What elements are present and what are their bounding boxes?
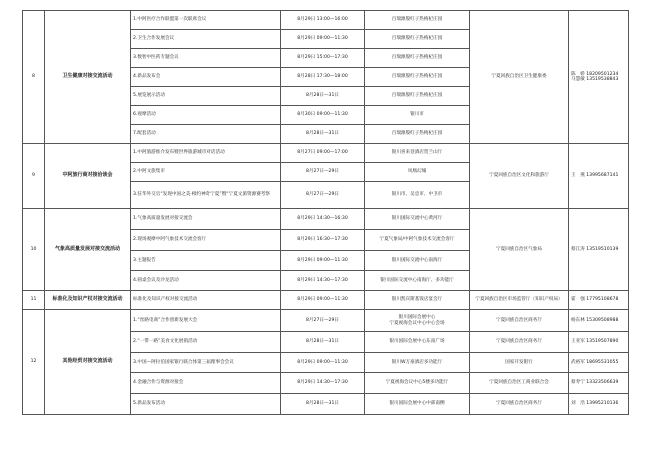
- activity-name: 6.观摩活动: [131, 106, 281, 125]
- activity-location: 银川国际会展中心东南广场: [365, 332, 470, 353]
- group-category: 标准化及知识产权对接交流活动: [45, 291, 131, 310]
- activity-location: 银川国际交流中心南海厅、多功能厅: [365, 271, 470, 291]
- contact-person: [569, 209, 629, 291]
- activity-time: 8月29日 09:00—11:30: [281, 30, 365, 49]
- activity-time: 8月29日 14:30—17:30: [281, 271, 365, 291]
- activity-time: 8月29日 13:00—16:00: [281, 11, 365, 30]
- activity-time: 8月29日 09:00—11:30: [281, 251, 365, 271]
- contact-person: 刘 浩 13995210136: [569, 394, 629, 415]
- activity-name: 1.中阿旅游推介发布暨世界旅游城市对话活动: [131, 144, 281, 163]
- activity-name: 2.中阿文旅集市: [131, 163, 281, 182]
- schedule-sheet: [22, 10, 629, 415]
- schedule-body: [23, 11, 629, 415]
- activity-location: 百瑞源殷红子热枸杞庄园: [365, 30, 470, 49]
- group-category: 其他经贸对接交流活动: [45, 310, 131, 415]
- activity-location: 百瑞源殷红子热枸杞庄园: [365, 125, 470, 144]
- activity-name: 2.卫生合作发展会议: [131, 30, 281, 49]
- activity-name: 1.气象高质量发展对接交流会: [131, 209, 281, 230]
- table-row: [23, 11, 629, 30]
- activity-name: 3.主题报告: [131, 251, 281, 271]
- activity-name: 3.中国—阿拉伯国家银行联合体第三届理事会会议: [131, 353, 281, 373]
- group-number: 9: [23, 144, 45, 209]
- activity-time: 8月27日—29日: [281, 310, 365, 332]
- contact-person-line: 马慧敏 13519538843: [571, 77, 619, 82]
- activity-location-line: 银川国际会展中心: [398, 315, 436, 321]
- group-category: 中阿旅行商对接洽谈会: [45, 144, 131, 209]
- activity-name: 5.新品发布活动: [131, 394, 281, 415]
- activity-name: 2.“一带一路”美食文化展销活动: [131, 332, 281, 353]
- activity-location: 银川国际交流中心南海厅: [365, 251, 470, 271]
- activity-location: 宁夏视海会议中心5楼多功能厅: [365, 373, 470, 394]
- activity-name: 4.圆桌会议及沙龙活动: [131, 271, 281, 291]
- activity-time: 8月30日 09:00—11:30: [281, 106, 365, 125]
- organizer: 宁夏回族自治区文化和旅游厅: [470, 144, 569, 209]
- table-row: [23, 310, 629, 332]
- activity-location: [365, 310, 470, 332]
- group-number: 8: [23, 11, 45, 144]
- activity-time: 8月27日—29日: [281, 182, 365, 209]
- group-number: 11: [23, 291, 45, 310]
- contact-person-line: 王 燕 13995687141: [571, 173, 619, 179]
- activity-location: 银川国际会展中心中部南侧: [365, 394, 470, 415]
- organizer: 宁夏回族自治区市场监管厅（知识产权局）: [470, 291, 569, 310]
- schedule-table: [22, 10, 629, 415]
- contact-person: [569, 291, 629, 310]
- activity-time: 8月29日 14:30—17:30: [281, 373, 365, 394]
- activity-time: 8月28日 17:30—18:00: [281, 68, 365, 87]
- activity-location: 宁夏气象局/中阿气象技术交流会客厅: [365, 230, 470, 251]
- activity-time: 8月29日 09:00—11:30: [281, 353, 365, 373]
- activity-name: 5.展览展示活动: [131, 87, 281, 106]
- activity-name: 7.配套活动: [131, 125, 281, 144]
- activity-location: 银川国际交流中心黄河厅: [365, 209, 470, 230]
- activity-location: 百瑞源殷红子热枸杞庄园: [365, 11, 470, 30]
- organizer: 宁夏回族自治区工商业联合会: [470, 373, 569, 394]
- activity-time: 8月28日—31日: [281, 394, 365, 415]
- activity-location: 百瑞源殷红子热枸杞庄园: [365, 87, 470, 106]
- group-category: 卫生健康对接交流活动: [45, 11, 131, 144]
- activity-location: 百瑞源殷红子热枸杞庄园: [365, 68, 470, 87]
- contact-person: 武裕军 18695531055: [569, 353, 629, 373]
- contact-person-line: 陈 娇 18209501234: [571, 71, 619, 77]
- activity-name: 1.中阿医疗合作联盟第一次联席会议: [131, 11, 281, 30]
- activity-location: 百瑞源殷红子热枸杞庄园: [365, 49, 470, 68]
- activity-name: 3.数智中医药专题会议: [131, 49, 281, 68]
- organizer: 宁夏回族自治区商务厅: [470, 394, 569, 415]
- activity-name: 4.新品发布会: [131, 68, 281, 87]
- activity-time: 8月28日—31日: [281, 125, 365, 144]
- organizer: 宁夏回族自治区商务厅: [470, 310, 569, 332]
- organizer: 宁夏回族自治区商务厅: [470, 332, 569, 353]
- activity-name: 标准化及知识产权对接交流活动: [131, 291, 281, 310]
- activity-time: 8月29日 16:30—17:30: [281, 230, 365, 251]
- organizer: 宁夏回族自治区气象局: [470, 209, 569, 291]
- organizer: 国家开发银行: [470, 353, 569, 373]
- activity-location: 凤凰幻城: [365, 163, 470, 182]
- activity-time: 8月28日—31日: [281, 332, 365, 353]
- activity-location: 银川市: [365, 106, 470, 125]
- activity-time: 8月27日—29日: [281, 163, 365, 182]
- activity-time: 8月28日—31日: [281, 87, 365, 106]
- activity-time: 8月29日 15:00—17:30: [281, 49, 365, 68]
- contact-person-line: 蔡江涛 13519510139: [571, 246, 619, 252]
- table-row: [23, 291, 629, 310]
- group-category: 气象高质量发展对接交流活动: [45, 209, 131, 291]
- activity-location: 银川W万豪酒店多功能厅: [365, 353, 470, 373]
- contact-person: 杨东林 15309508988: [569, 310, 629, 332]
- table-row: [23, 209, 629, 230]
- activity-time: 8月29日 09:00—11:30: [281, 291, 365, 310]
- contact-person-line: 霍 强 17795108678: [571, 297, 619, 303]
- contact-person: [569, 144, 629, 209]
- activity-name: 4.金融合作与资源对接会: [131, 373, 281, 394]
- activity-time: 8月27日 09:00—17:00: [281, 144, 365, 163]
- table-row: [23, 144, 629, 163]
- activity-location: 银川喜来登酒店贺兰山厅: [365, 144, 470, 163]
- activity-name: 2.现场观摩中阿气象技术交流会客厅: [131, 230, 281, 251]
- activity-time: 8月29日 14:30—16:30: [281, 209, 365, 230]
- contact-person: [569, 11, 629, 144]
- contact-person: 王亚军 13519507890: [569, 332, 629, 353]
- contact-person: 蔡寿宁 13323506639: [569, 373, 629, 394]
- group-number: 12: [23, 310, 45, 415]
- activity-location: 银川凯宾斯基饭店宴会厅: [365, 291, 470, 310]
- activity-name: 1.“丝路电商”合作创新发展大会: [131, 310, 281, 332]
- activity-location-line: 宁夏视海会议中心中心会场: [389, 320, 445, 326]
- organizer: 宁夏回族自治区卫生健康委: [470, 11, 569, 144]
- activity-location: 银川市、吴忠市、中卫市: [365, 182, 470, 209]
- activity-name: 3.驻华外交官“发现中国之美·相约神奇宁夏”暨“宁夏文旅资源赛考察: [131, 182, 281, 209]
- group-number: 10: [23, 209, 45, 291]
